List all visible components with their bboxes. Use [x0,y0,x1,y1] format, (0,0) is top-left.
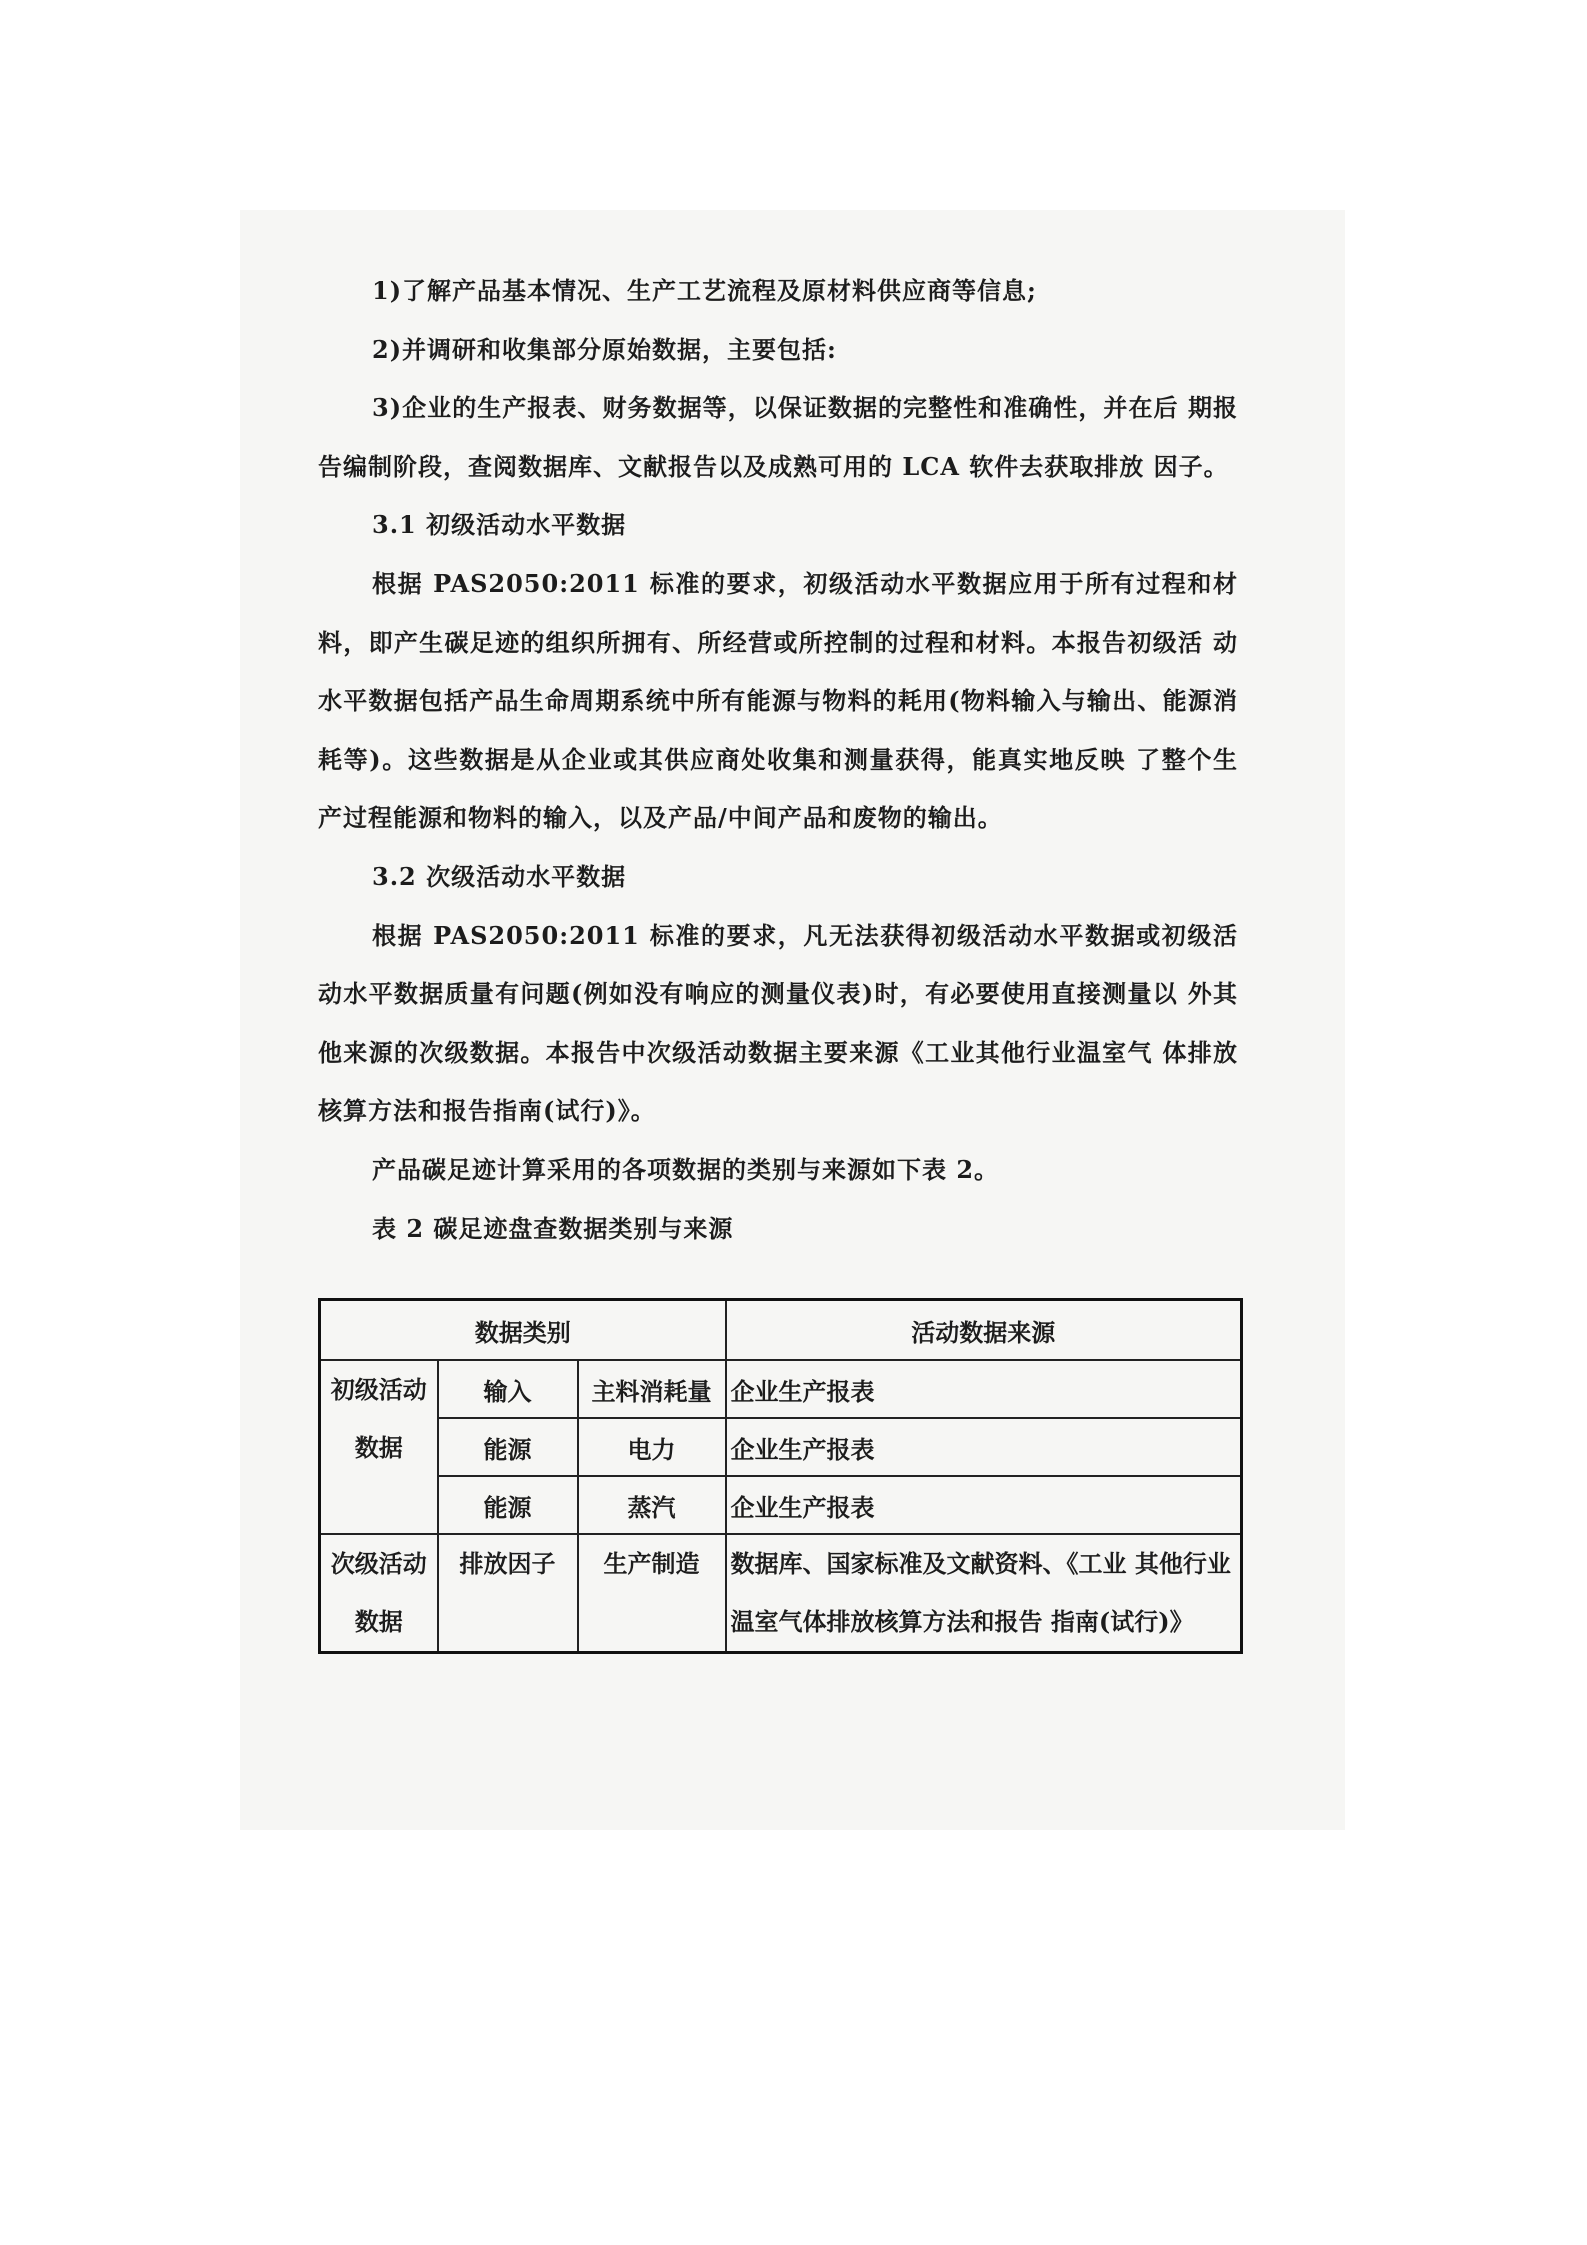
paragraph-3: 3)企业的生产报表、财务数据等，以保证数据的完整性和准确性，并在后 期报告编制阶段，查阅数据库、文献报告以及成熟可用的 LCA 软件去获取排放 因子。 [318,393,1238,481]
cell-type: 输入 [438,1360,578,1418]
section-heading-3-1: 3.1 初级活动水平数据 [372,510,627,540]
header-source: 活动数据来源 [726,1300,1242,1361]
paragraph-1: 1)了解产品基本情况、生产工艺流程及原材料供应商等信息; [372,276,1037,305]
header-category: 数据类别 [320,1300,726,1361]
table-row [320,1534,1242,1653]
cell-item: 蒸汽 [578,1476,726,1534]
table-intro: 产品碳足迹计算采用的各项数据的类别与来源如下表 2。 [372,1154,1000,1184]
paragraph-2: 2)并调研和收集部分原始数据，主要包括: [372,334,837,364]
group-label-primary: 初级活动数据 [320,1360,438,1534]
section-body-3-1: 根据 PAS2050:2011 标准的要求，初级活动水平数据应用于所有过程和材 料，即产生碳足迹的组织所拥有、所经营或所控制的过程和材料。本报告初级活 动水平数据包括产品生命周期系统中所有能源与物料的耗用(物料输入与输出、能源消耗等)。这些数据是从企业或其供应商处收集和测量获得，能真实地反映 了整个生产过程能源和物料的输入，以及产品/中间产品和废物的输出。 [318,568,1238,833]
table-header-row [320,1300,1242,1361]
cell-source: 数据库、国家标准及文献资料、《工业 其他行业温室气体排放核算方法和报告 指南(试行)》 [726,1534,1242,1653]
document-body [318,262,1238,1258]
cell-type: 能源 [438,1418,578,1476]
cell-item: 生产制造 [578,1534,726,1653]
cell-source: 企业生产报表 [726,1360,1242,1418]
table-row [320,1360,1242,1418]
table-caption: 表 2 碳足迹盘查数据类别与来源 [372,1213,734,1243]
cell-item: 电力 [578,1418,726,1476]
cell-type: 排放因子 [438,1534,578,1653]
table-row [320,1418,1242,1476]
table-row [320,1476,1242,1534]
cell-type: 能源 [438,1476,578,1534]
cell-source: 企业生产报表 [726,1418,1242,1476]
section-body-3-2: 根据 PAS2050:2011 标准的要求，凡无法获得初级活动水平数据或初级活 动水平数据质量有问题(例如没有响应的测量仪表)时，有必要使用直接测量以 外其他来源的次级数据。本报告中次级活动数据主要来源《工业其他行业温室气 体排放核算方法和报告指南(试行)》。 [318,920,1238,1126]
cell-item: 主料消耗量 [578,1360,726,1418]
data-category-table [318,1298,1243,1654]
group-label-secondary: 次级活动数据 [320,1534,438,1653]
cell-source: 企业生产报表 [726,1476,1242,1534]
section-heading-3-2: 3.2 次级活动水平数据 [372,861,627,891]
